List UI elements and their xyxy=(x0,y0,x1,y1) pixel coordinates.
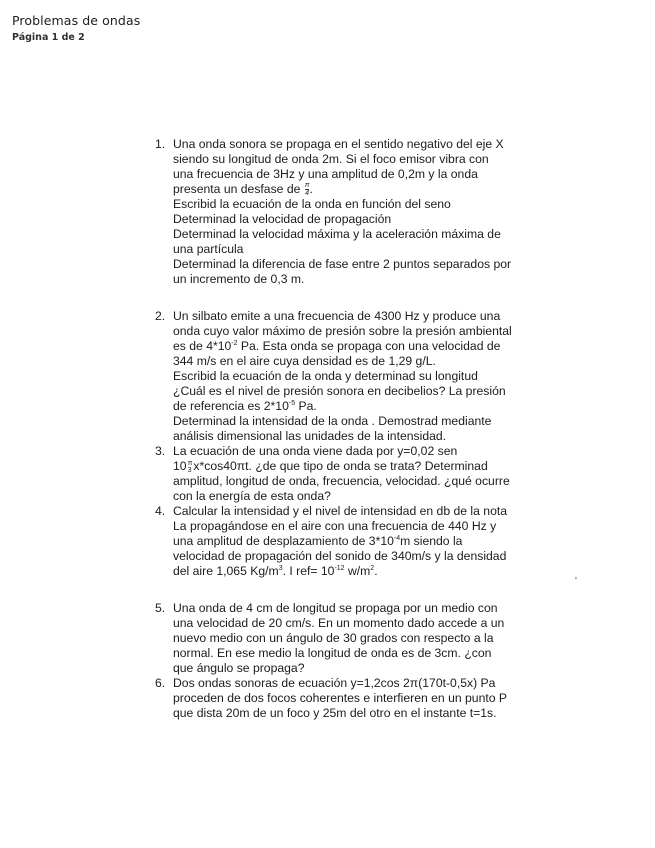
page-indicator: Página 1 de 2 xyxy=(12,32,85,43)
problem-line: que ángulo se propaga? xyxy=(173,661,305,676)
fraction-denominator: 4 xyxy=(305,190,310,198)
fraction-numerator: π xyxy=(304,182,310,190)
problem-number: 5. xyxy=(155,601,166,616)
problem-text: x*cos40πt. ¿de que tipo de onda se trata? Determinad xyxy=(193,459,488,474)
problem-line xyxy=(173,339,525,354)
problem-line: una partícula xyxy=(173,242,244,257)
problem-line: La propagándose en el aire con una frecuencia de 440 Hz y xyxy=(173,519,497,534)
problem-line: La ecuación de una onda viene dada por y=0,02 sen xyxy=(173,444,458,459)
problem-number: 3. xyxy=(155,444,166,459)
problem-text: Pa. xyxy=(295,399,317,414)
exponent: -12 xyxy=(334,565,345,573)
problem-line: ¿Cuál es el nivel de presión sonora en decibelios? La presión xyxy=(173,384,506,399)
problem-3 xyxy=(155,444,525,504)
problem-line: nuevo medio con un ángulo de 30 grados con respecto a la xyxy=(173,631,494,646)
problem-line: que dista 20m de un foco y 25m del otro en el instante t=1s. xyxy=(173,706,497,721)
problem-text: una amplitud de desplazamiento de 3*10 xyxy=(173,534,394,549)
exponent: -5 xyxy=(288,400,296,408)
document-title: Problemas de ondas xyxy=(12,13,141,28)
exponent: -2 xyxy=(231,340,238,348)
problem-6 xyxy=(155,676,525,721)
problem-line: amplitud, longitud de onda, frecuencia, velocidad. ¿qué ocurre xyxy=(173,474,510,489)
problem-text: es de 4*10 xyxy=(173,339,232,354)
problem-line: Determinad la diferencia de fase entre 2 puntos separados por xyxy=(173,257,512,272)
problem-text: presenta un desfase de xyxy=(173,182,301,196)
problem-line: Un silbato emite a una frecuencia de 4300 Hz y produce una xyxy=(173,309,501,324)
problem-line xyxy=(173,564,525,579)
problem-text: m siendo la xyxy=(400,534,463,549)
problem-line: Calcular la intensidad y el nivel de intensidad en db de la nota xyxy=(173,504,508,519)
problem-text: w/m xyxy=(344,564,371,579)
problem-line: una frecuencia de 3Hz y una amplitud de 0,2m y la onda xyxy=(173,167,478,181)
stack-top: π xyxy=(187,460,193,468)
problem-line: Determinad la velocidad de propagación xyxy=(173,212,392,227)
fraction-suffix: . xyxy=(309,182,313,196)
stacked-fraction xyxy=(188,460,193,474)
problem-line: onda cuyo valor máximo de presión sobre la presión ambiental xyxy=(173,324,512,339)
problem-number: 2. xyxy=(155,309,166,324)
spacer xyxy=(155,579,525,601)
problem-line: Dos ondas sonoras de ecuación y=1,2cos 2π(170t-0,5x) Pa xyxy=(173,676,496,691)
problem-line: normal. En ese medio la longitud de onda es de 3cm. ¿con xyxy=(173,646,492,661)
exponent: -4 xyxy=(393,535,401,543)
problem-line: proceden de dos focos coherentes e interfieren en un punto P xyxy=(173,691,508,706)
problem-line: Escribid la ecuación de la onda y determinad su longitud xyxy=(173,369,478,384)
problem-2 xyxy=(155,309,525,444)
problem-5 xyxy=(155,601,525,676)
problem-line: un incremento de 0,3 m. xyxy=(173,272,305,287)
problem-4 xyxy=(155,504,525,579)
problem-text: del aire 1,065 Kg/m xyxy=(173,564,279,579)
problem-line xyxy=(173,399,525,414)
problem-line: una velocidad de 20 cm/s. En un momento dado accede a un xyxy=(173,616,505,631)
problem-number: 6. xyxy=(155,676,166,691)
exponent: 2 xyxy=(370,565,375,573)
problem-text: 10 xyxy=(173,459,187,474)
problem-line: Determinad la intensidad de la onda . Demostrad mediante xyxy=(173,414,492,429)
problem-line: siendo su longitud de onda 2m. Si el foco emisor vibra con xyxy=(173,152,489,166)
problem-number: 4. xyxy=(155,504,166,519)
problem-line: 344 m/s en el aire cuya densidad es de 1,29 g/L. xyxy=(173,354,436,369)
problem-line: con la energía de esta onda? xyxy=(173,489,331,504)
problem-line xyxy=(173,459,525,474)
problem-list xyxy=(155,137,525,721)
exponent: 3 xyxy=(278,565,283,573)
problem-line: análisis dimensional las unidades de la intensidad. xyxy=(173,429,447,444)
problem-text: de referencia es 2*10 xyxy=(173,399,289,414)
problem-line: velocidad de propagación del sonido de 340m/s y la densidad xyxy=(173,549,507,564)
problem-line: Una onda sonora se propaga en el sentido negativo del eje X xyxy=(173,137,504,151)
stack-bottom: 3 xyxy=(187,467,192,475)
problem-line: Una onda de 4 cm de longitud se propaga por un medio con xyxy=(173,601,498,616)
problem-number: 1. xyxy=(155,137,166,151)
problem-1 xyxy=(155,137,525,287)
stray-mark: ' xyxy=(575,576,577,587)
problem-line xyxy=(173,182,525,197)
problem-text: . xyxy=(374,564,378,579)
problem-text: Pa. Esta onda se propaga con una velocidad de xyxy=(237,339,501,354)
spacer xyxy=(155,287,525,309)
problem-line: Determinad la velocidad máxima y la aceleración máxima de xyxy=(173,227,501,242)
problem-line xyxy=(173,534,525,549)
problem-text: . I ref= 10 xyxy=(282,564,335,579)
problem-line: Escribid la ecuación de la onda en función del seno xyxy=(173,197,451,212)
